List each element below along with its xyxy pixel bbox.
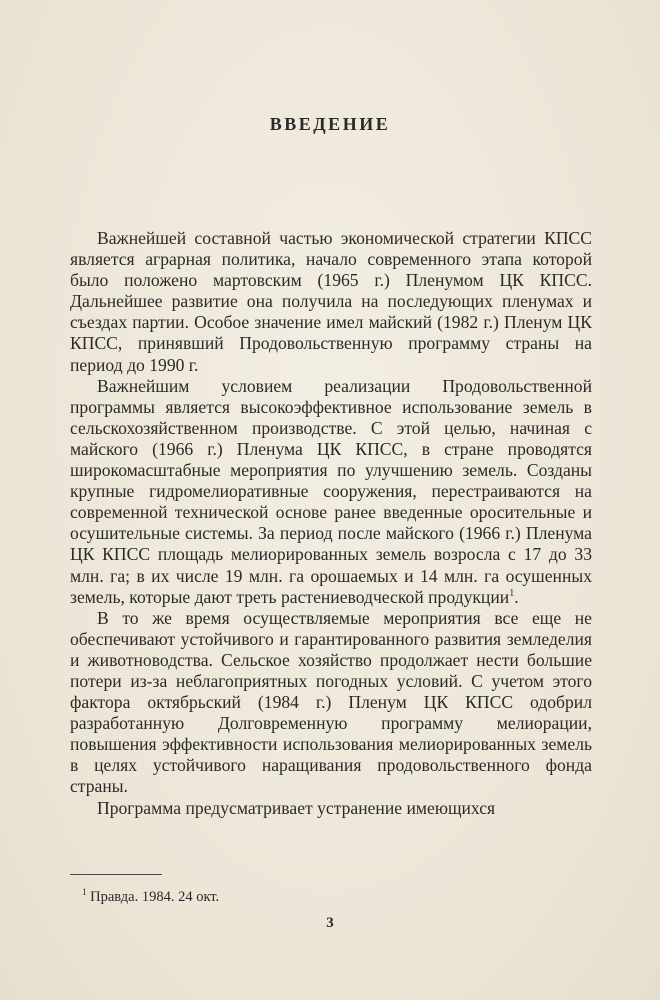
- footnote-marker: 1: [82, 887, 87, 897]
- paragraph-1: Важнейшей составной частью экономической стратегии КПСС является аграрная политика, начало современного этапа которой было положено мартовским (1965 г.) Пленумом ЦК КПСС. Дальнейшее развитие она получила на последующих пленумах и съездах партии. Особое значение имел майский (1982 г.) Пленум ЦК КПСС, принявший Продовольственную программу страны на период до 1990 г.: [70, 228, 592, 375]
- paragraph-4: Программа предусматривает устранение имеющихся: [97, 797, 496, 818]
- chapter-heading: ВВЕДЕНИЕ: [269, 114, 391, 134]
- footnote: [82, 883, 219, 906]
- body-text: [70, 228, 592, 819]
- page-number: 3: [326, 915, 334, 931]
- footnote-reference: 1: [509, 587, 515, 599]
- footnote-divider: [70, 874, 162, 875]
- paragraph-2: Важнейшим условием реализации Продовольственной программы является высокоэффективное использование земель в сельскохозяйственном производстве. С этой целью, начиная с майского (1966 г.) Пленума ЦК КПСС, в стране проводятся широкомасштабные мероприятия по улучшению земель. Созданы крупные гидромелиоративные сооружения, перестраиваются на современной технической основе ранее введенные оросительные и осушительные системы. За период после майского (1966 г.) Пленума ЦК КПСС площадь мелиорированных земель возросла с 17 до 33 млн. га; в их числе 19 млн. га орошаемых и 14 млн. га осушенных земель, которые дают треть растениеводческой продукции$^1$.: [70, 375, 592, 607]
- paragraph-3: В то же время осуществляемые мероприятия все еще не обеспечивают устойчивого и гарантированного развития земледелия и животноводства. Сельское хозяйство продолжает нести большие потери из-за неблагоприятных погодных условий. С учетом этого фактора октябрьский (1984 г.) Пленум ЦК КПСС одобрил разработанную Долговременную программу мелиорации, повышения эффективности использования мелиорированных земель в целях устойчивого наращивания продовольственного фонда страны.: [70, 607, 592, 797]
- footnote-text: Правда. 1984. 24 окт.: [90, 888, 220, 905]
- paragraph-2-text: Важнейшим условием реализации Продовольственной программы является высокоэффективное использование земель в сельскохозяйственном производстве. С этой целью, начиная с майского (1966 г.) Пленума ЦК КПСС, в стране проводятся широкомасштабные мероприятия по улучшению земель. Созданы крупные гидромелиоративные сооружения, перестраиваются на современной технической основе ранее введенные оросительные и осушительные системы. За период после майского (1966 г.) Пленума ЦК КПСС площадь мелиорированных земель возросла с 17 до 33 млн. га; в их числе 19 млн. га орошаемых и 14 млн. га осушенных земель, которые дают треть растениеводческой продукции: [70, 375, 592, 607]
